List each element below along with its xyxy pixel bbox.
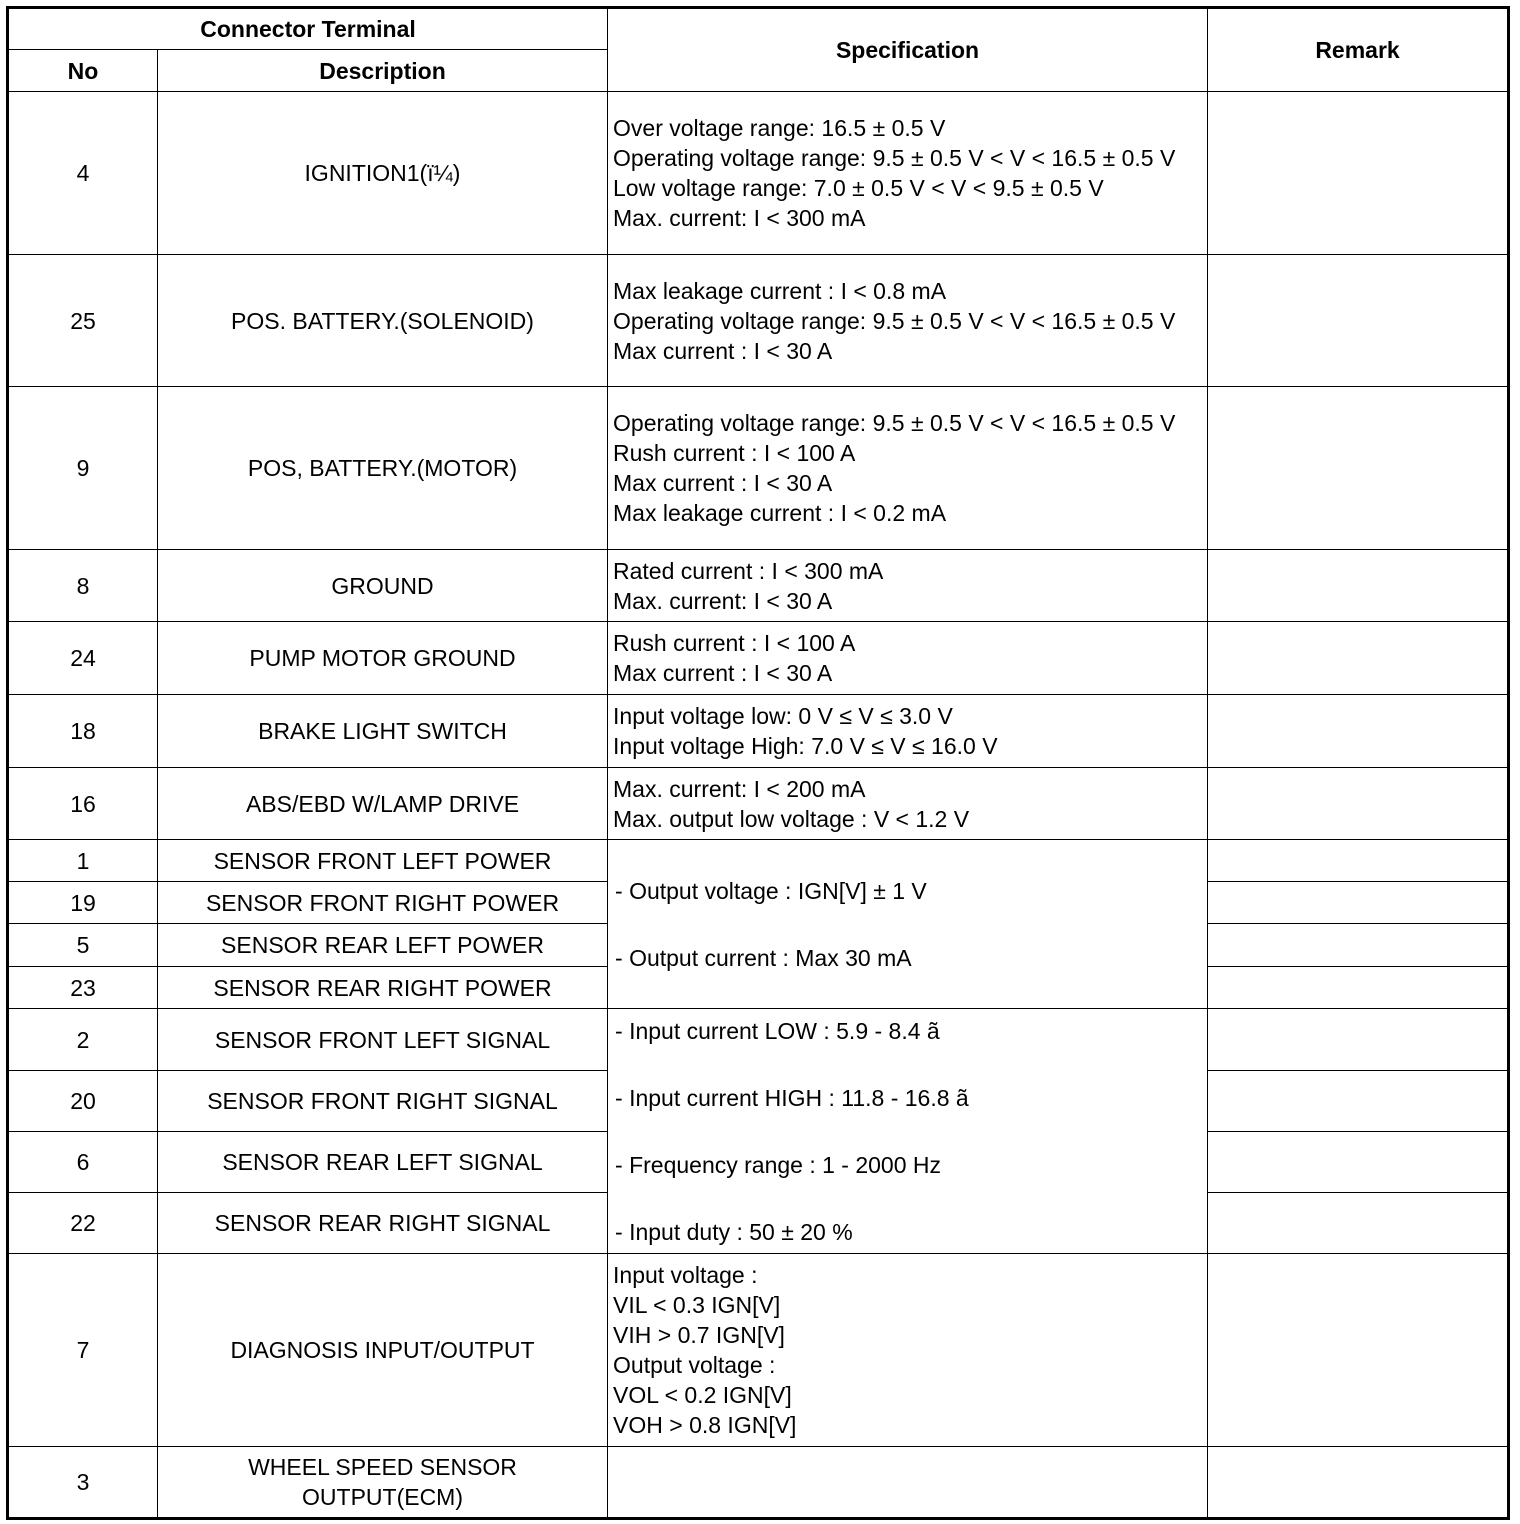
terminal-description: SENSOR FRONT LEFT SIGNAL xyxy=(158,1009,608,1071)
terminal-spec xyxy=(608,695,1208,768)
terminal-spec xyxy=(608,92,1208,255)
terminal-description: BRAKE LIGHT SWITCH xyxy=(158,695,608,768)
table-row xyxy=(8,1254,1509,1447)
spec-line: Max. current: I < 30 A xyxy=(613,587,833,614)
spec-line: VOL < 0.2 IGN[V] xyxy=(613,1382,792,1408)
table-row xyxy=(8,1009,1509,1071)
spec-line: Operating voltage range: 9.5 ± 0.5 V < V < 16.5 ± 0.5 V xyxy=(613,410,1176,436)
spec-line: Max. output low voltage : V < 1.2 V xyxy=(613,805,970,832)
terminal-remark xyxy=(1208,695,1509,768)
header-remark: Remark xyxy=(1208,8,1509,92)
terminal-remark xyxy=(1208,924,1509,967)
connector-terminal-table xyxy=(6,6,1510,1520)
terminal-no: 8 xyxy=(8,550,158,622)
terminal-remark xyxy=(1208,1254,1509,1447)
table-row xyxy=(8,768,1509,840)
terminal-description: GROUND xyxy=(158,550,608,622)
terminal-no: 24 xyxy=(8,622,158,695)
terminal-no: 18 xyxy=(8,695,158,768)
spec-line: - Input duty : 50 ± 20 % xyxy=(615,1218,853,1245)
terminal-description: SENSOR REAR RIGHT POWER xyxy=(158,967,608,1009)
header-no: No xyxy=(8,50,158,92)
spec-line: Output voltage : xyxy=(613,1352,776,1378)
spec-line: - Input current HIGH : 11.8 - 16.8 ã xyxy=(615,1084,969,1111)
terminal-remark xyxy=(1208,92,1509,255)
terminal-no: 3 xyxy=(8,1447,158,1519)
terminal-description: ABS/EBD W/LAMP DRIVE xyxy=(158,768,608,840)
spec-line: Max current : I < 30 A xyxy=(613,337,833,364)
spec-line: Low voltage range: 7.0 ± 0.5 V < V < 9.5 ± 0.5 V xyxy=(613,175,1104,201)
terminal-remark xyxy=(1208,1193,1509,1254)
terminal-no: 1 xyxy=(8,840,158,882)
terminal-spec xyxy=(608,387,1208,550)
spec-line: Max. current: I < 300 mA xyxy=(613,205,866,231)
table-row xyxy=(8,695,1509,768)
terminal-remark xyxy=(1208,882,1509,924)
terminal-spec xyxy=(608,550,1208,622)
table-row xyxy=(8,387,1509,550)
terminal-no: 6 xyxy=(8,1132,158,1193)
terminal-remark xyxy=(1208,1132,1509,1193)
spec-line: Input voltage low: 0 V ≤ V ≤ 3.0 V xyxy=(613,703,953,729)
spec-line: VIL < 0.3 IGN[V] xyxy=(613,1292,781,1318)
terminal-description: POS. BATTERY.(SOLENOID) xyxy=(158,255,608,387)
spec-line: - Input current LOW : 5.9 - 8.4 ã xyxy=(615,1017,940,1044)
spec-line: Input voltage : xyxy=(613,1262,758,1288)
terminal-remark xyxy=(1208,387,1509,550)
terminal-spec xyxy=(608,1254,1208,1447)
terminal-no: 5 xyxy=(8,924,158,967)
spec-line: - Output voltage : IGN[V] ± 1 V xyxy=(615,877,927,904)
terminal-remark xyxy=(1208,622,1509,695)
terminal-remark xyxy=(1208,1447,1509,1519)
terminal-spec xyxy=(608,1447,1208,1519)
spec-line: Operating voltage range: 9.5 ± 0.5 V < V < 16.5 ± 0.5 V xyxy=(613,307,1176,334)
terminal-description: SENSOR FRONT RIGHT SIGNAL xyxy=(158,1071,608,1132)
header-specification: Specification xyxy=(608,8,1208,92)
spec-line: Operating voltage range: 9.5 ± 0.5 V < V < 16.5 ± 0.5 V xyxy=(613,145,1176,171)
terminal-description: POS, BATTERY.(MOTOR) xyxy=(158,387,608,550)
spec-line: Rush current : I < 100 A xyxy=(613,630,856,656)
terminal-no: 4 xyxy=(8,92,158,255)
table-row xyxy=(8,255,1509,387)
spec-line: Rated current : I < 300 mA xyxy=(613,557,884,584)
terminal-description: PUMP MOTOR GROUND xyxy=(158,622,608,695)
terminal-description: DIAGNOSIS INPUT/OUTPUT xyxy=(158,1254,608,1447)
terminal-remark xyxy=(1208,840,1509,882)
spec-line: - Output current : Max 30 mA xyxy=(615,944,912,971)
terminal-remark xyxy=(1208,1009,1509,1071)
spec-line: Max leakage current : I < 0.8 mA xyxy=(613,277,947,304)
terminal-spec xyxy=(608,768,1208,840)
terminal-description: SENSOR FRONT LEFT POWER xyxy=(158,840,608,882)
spec-line: Max current : I < 30 A xyxy=(613,470,833,496)
terminal-description: SENSOR REAR LEFT SIGNAL xyxy=(158,1132,608,1193)
table-row xyxy=(8,550,1509,622)
header-description: Description xyxy=(158,50,608,92)
table-row xyxy=(8,92,1509,255)
table-row xyxy=(8,1447,1509,1519)
table-row xyxy=(8,840,1509,882)
spec-line: - Frequency range : 1 - 2000 Hz xyxy=(615,1151,942,1178)
table-row xyxy=(8,622,1509,695)
terminal-no: 16 xyxy=(8,768,158,840)
terminal-no: 2 xyxy=(8,1009,158,1071)
header-connector-terminal: Connector Terminal xyxy=(8,8,608,50)
terminal-remark xyxy=(1208,550,1509,622)
terminal-remark xyxy=(1208,1071,1509,1132)
terminal-no: 23 xyxy=(8,967,158,1009)
spec-line: Input voltage High: 7.0 V ≤ V ≤ 16.0 V xyxy=(613,733,998,759)
terminal-spec xyxy=(608,622,1208,695)
terminal-remark xyxy=(1208,255,1509,387)
power-group-spec xyxy=(608,840,1208,1009)
terminal-description: IGNITION1(ï¼) xyxy=(158,92,608,255)
terminal-no: 7 xyxy=(8,1254,158,1447)
spec-line: Max. current: I < 200 mA xyxy=(613,775,866,802)
terminal-no: 20 xyxy=(8,1071,158,1132)
terminal-no: 22 xyxy=(8,1193,158,1254)
spec-line: VIH > 0.7 IGN[V] xyxy=(613,1322,785,1348)
terminal-remark xyxy=(1208,768,1509,840)
terminal-no: 25 xyxy=(8,255,158,387)
signal-group-spec xyxy=(608,1009,1208,1254)
terminal-remark xyxy=(1208,967,1509,1009)
terminal-spec xyxy=(608,255,1208,387)
spec-line: Over voltage range: 16.5 ± 0.5 V xyxy=(613,115,946,141)
spec-line: Rush current : I < 100 A xyxy=(613,440,856,466)
terminal-description: SENSOR REAR LEFT POWER xyxy=(158,924,608,967)
spec-line: Max current : I < 30 A xyxy=(613,660,833,686)
spec-line: Max leakage current : I < 0.2 mA xyxy=(613,500,947,526)
terminal-no: 19 xyxy=(8,882,158,924)
terminal-description: SENSOR FRONT RIGHT POWER xyxy=(158,882,608,924)
terminal-no: 9 xyxy=(8,387,158,550)
spec-line: VOH > 0.8 IGN[V] xyxy=(613,1412,797,1438)
terminal-description: SENSOR REAR RIGHT SIGNAL xyxy=(158,1193,608,1254)
terminal-description: WHEEL SPEED SENSOR OUTPUT(ECM) xyxy=(158,1447,608,1519)
